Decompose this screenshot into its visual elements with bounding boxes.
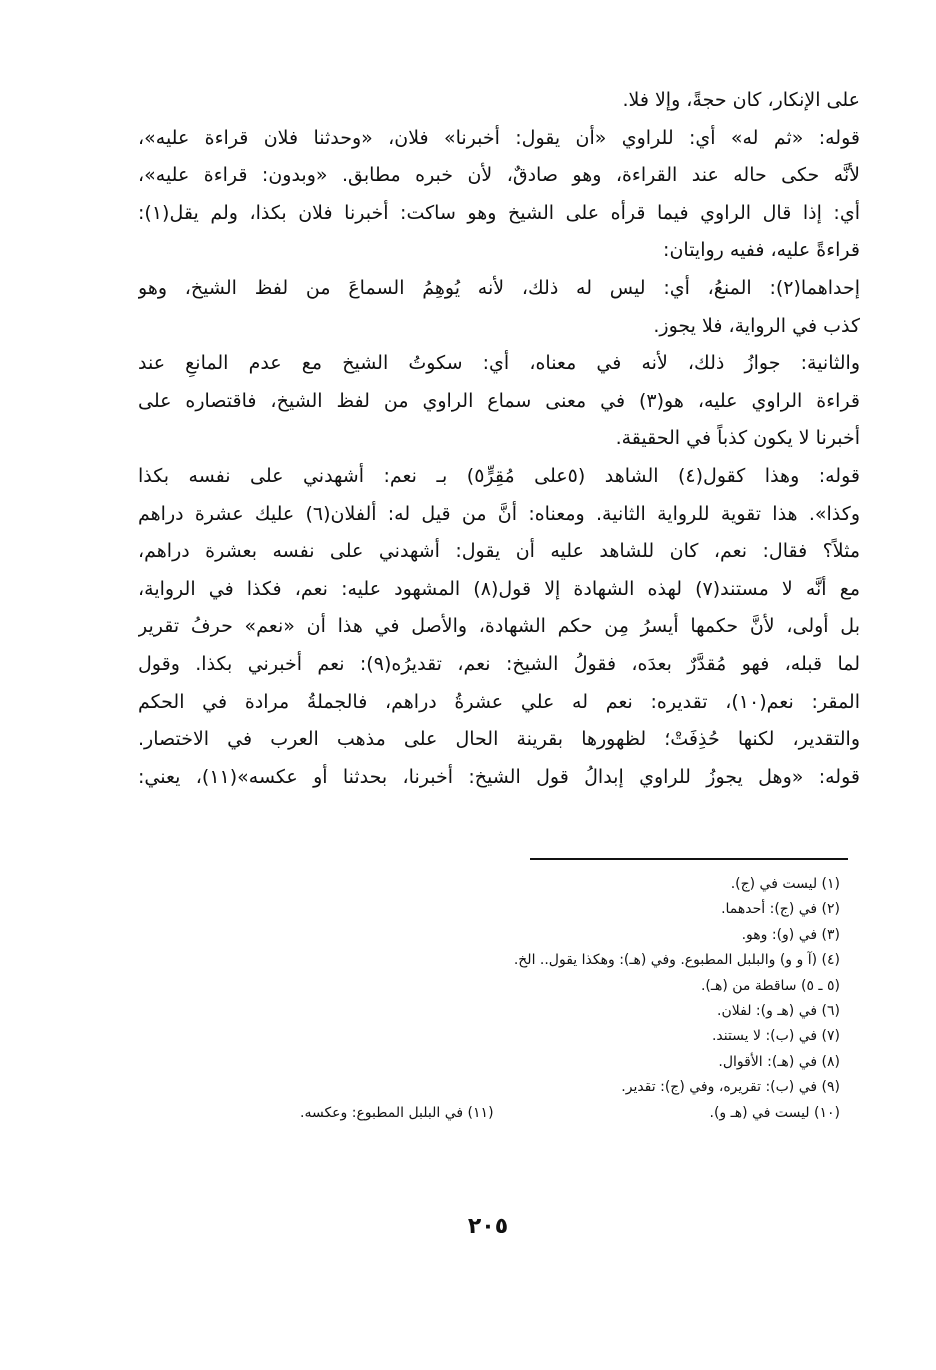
- text-line: مثلاً؟ فقال: نعم، كان للشاهد عليه أن يقول: أشهدني على نفسه بعشرة دراهم،: [138, 540, 860, 563]
- text-line: والثانية: جوازُ ذلك، لأنه في معناه، أي: سكوتُ الشيخ مع عدم المانعِ عند: [138, 352, 860, 375]
- footnote: (٦) في (هـ و): لفلان.: [717, 1002, 840, 1019]
- text-line: قوله: وهذا كقول(٤) الشاهد (٥على مُقِرٍّ٥) بـ نعم: أشهدني على نفسه بكذا: [138, 464, 860, 487]
- footnote: (٥ ـ ٥) ساقطة من (هـ).: [700, 977, 840, 994]
- footnote: (١١) في البلبل المطبوع: وعكسه.: [300, 1104, 494, 1121]
- footnote-separator: [530, 858, 848, 860]
- footnote: (٨) في (هـ): الأقوال.: [718, 1053, 840, 1070]
- text-line: قراءةً عليه، ففيه روايتان:: [663, 239, 860, 262]
- footnote: (٧) في (ب): لا يستند.: [711, 1028, 840, 1045]
- text-line: وكذا». هذا تقوية للرواية الثانية. ومعناه: أنَّ من قيل له: ألفلان(٦) عليك عشرة دراهم: [138, 502, 860, 525]
- text-line: أخبرنا لا يكون كذباً في الحقيقة.: [615, 427, 860, 450]
- footnotes: [300, 872, 840, 1126]
- page-number: ٢٠٥: [467, 1214, 509, 1239]
- text-line: على الإنكار، كان حجةً، وإلا فلا.: [622, 89, 860, 111]
- text-line: بل أولى، لأنَّ حكمها أيسرُ مِن حكم الشهادة، والأصل في هذا أن «نعم» حرفُ تقرير: [138, 615, 860, 638]
- footnote: (٤) (آ و و) والبلبل المطبوع. وفي (هـ): وهكذا يقول.. الخ.: [513, 952, 840, 969]
- footnote: (١٠) ليست في (هـ و).: [709, 1104, 840, 1121]
- text-line: لأنَّه حكى حاله عند القراءة، وهو صادقٌ، لأن خبره مطابق. «وبدون: قراءة عليه»،: [138, 164, 860, 187]
- text-line: لما قبله، فهو مُقدَّرٌ بعدَه، فقولُ الشيخ: نعم، تقديرُه(٩): نعم أخبرني بكذا. وقول: [138, 652, 860, 675]
- text-line: والتقدير، لكنها حُذِفَتْ؛ لظهورها بقرينة الحال على مذهب العرب في الاختصار.: [138, 728, 860, 751]
- text-line: مع أنَّه لا مستند(٧) لهذه الشهادة إلا قول(٨) المشهود عليه: نعم، فكذا في الرواية،: [138, 577, 860, 600]
- footnote: (١) ليست في (ج).: [730, 876, 840, 892]
- main-text: [138, 82, 860, 796]
- text-line: كذب في الرواية، فلا يجوز.: [653, 314, 860, 337]
- footnote: (٢) في (ج): أحدهما.: [721, 901, 840, 918]
- text-line: أي: إذا قال الراوي فيما قرأه على الشيخ وهو ساكت: أخبرنا فلان بكذا، ولم يقل(١):: [138, 201, 860, 224]
- text-line: إحداهما(٢): المنعُ، أي: ليس له ذلك، لأنه يُوهِمُ السماعَ من لفظ الشيخ، وهو: [138, 276, 860, 299]
- text-line: قراءة الراوي عليه، هو(٣) في معنى سماع الراوي من لفظ الشيخ، فاقتصاره على: [138, 389, 860, 412]
- footnote-row: [300, 1101, 840, 1126]
- text-line: قوله: «وهل يجوزُ للراوي إبدالُ قول الشيخ: أخبرنا، بحدثنا أو عكسه»(١١)، يعني:: [138, 765, 860, 788]
- footnote: (٣) في (و): وهو.: [741, 926, 840, 943]
- text-line: المقر: نعم(١٠)، تقديره: نعم له علي عشرةُ دراهم، فالجملةُ مرادة في الحكم: [138, 690, 860, 713]
- footnote: (٩) في (ب): تقريره، وفي (ج): تقدير.: [621, 1079, 840, 1096]
- text-line: قوله: «ثم له» أي: للراوي «أن يقول: أخبرنا» فلان، «وحدثنا فلان قراءة عليه»،: [138, 126, 860, 149]
